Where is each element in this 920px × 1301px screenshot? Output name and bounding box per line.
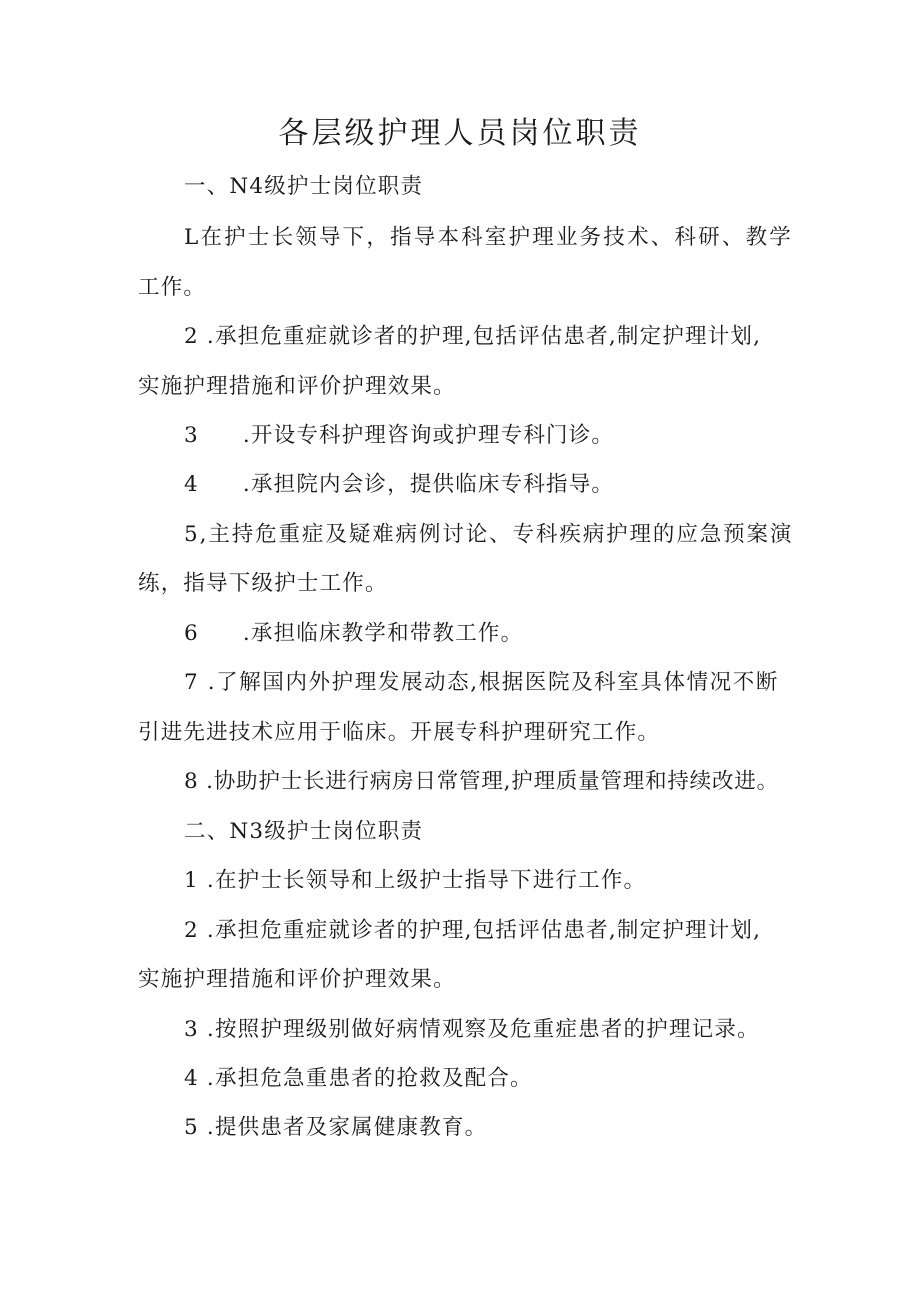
n3-item-2-line-1: 2 .承担危重症就诊者的护理,包括评估患者,制定护理计划,	[184, 918, 762, 943]
n4-item-3-number: 3	[184, 423, 199, 448]
n4-item-5-line-2: 练，指导下级护士工作。	[138, 571, 388, 596]
n3-item-4: 4 .承担危急重患者的抢救及配合。	[184, 1066, 533, 1091]
n4-item-2-line-2: 实施护理措施和评价护理效果。	[138, 374, 456, 399]
n4-item-7-line-1: 7 .了解国内外护理发展动态,根据医院及科室具体情况不断	[184, 670, 779, 695]
section-heading-n4: 一、N4级护士岗位职责	[184, 174, 424, 199]
n4-item-2-line-1: 2 .承担危重症就诊者的护理,包括评估患者,制定护理计划,	[184, 324, 762, 349]
n4-item-1-line-2: 工作。	[138, 275, 207, 300]
n4-item-6-number: 6	[184, 621, 199, 646]
n4-item-7-line-2: 引进先进技术应用于临床。开展专科护理研究工作。	[138, 720, 661, 745]
n3-item-5: 5 .提供患者及家属健康教育。	[184, 1115, 488, 1140]
n4-item-4-text: .承担院内会诊，提供临床专科指导。	[242, 472, 615, 497]
n4-item-8: 8 .协助护士长进行病房日常管理,护理质量管理和持续改进。	[184, 769, 779, 794]
n4-item-6-text: .承担临床教学和带教工作。	[242, 621, 524, 646]
n4-item-4	[184, 469, 614, 501]
n4-item-3	[184, 420, 614, 452]
n3-item-1: 1 .在护士长领导和上级护士指导下进行工作。	[184, 868, 647, 893]
n3-item-2-line-2: 实施护理措施和评价护理效果。	[138, 967, 456, 992]
n4-item-6	[184, 618, 523, 650]
n4-item-1-line-1: L在护士长领导下，指导本科室护理业务技术、科研、教学	[184, 225, 793, 250]
page-title: 各层级护理人员岗位职责	[278, 116, 642, 151]
n4-item-5-line-1: 5,主持危重症及疑难病例讨论、专科疾病护理的应急预案演	[184, 522, 794, 547]
section-heading-n3: 二、N3级护士岗位职责	[184, 819, 424, 844]
n4-item-3-text: .开设专科护理咨询或护理专科门诊。	[242, 423, 615, 448]
n3-item-3: 3 .按照护理级别做好病情观察及危重症患者的护理记录。	[184, 1017, 760, 1042]
n4-item-4-number: 4	[184, 472, 199, 497]
